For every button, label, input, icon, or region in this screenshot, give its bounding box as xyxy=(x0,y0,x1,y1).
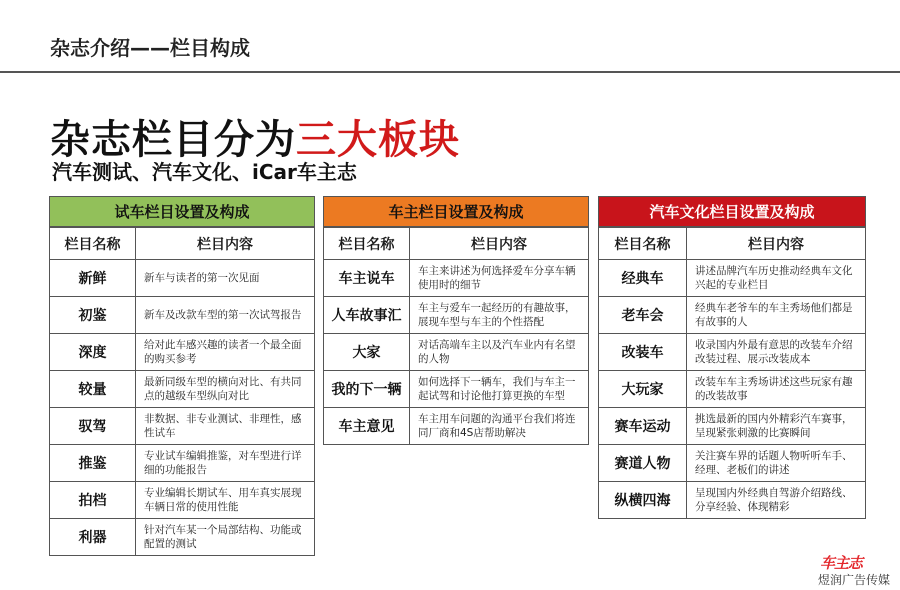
column-content-cell: 讲述品牌汽车历史推动经典车文化兴起的专业栏目 xyxy=(687,260,866,297)
test-table-title: 试车栏目设置及构成 xyxy=(49,196,315,227)
table-row xyxy=(599,260,866,297)
table-row xyxy=(324,297,589,334)
main-title-highlight: 三大板块 xyxy=(296,117,460,163)
column-name-cell: 利器 xyxy=(50,519,136,556)
test-table-header-row xyxy=(50,228,315,260)
owner-table-grid xyxy=(323,227,589,445)
table-row xyxy=(50,334,315,371)
test-table-grid xyxy=(49,227,315,556)
column-header-name: 栏目名称 xyxy=(324,228,410,260)
table-row xyxy=(599,408,866,445)
column-content-cell: 对话高端车主以及汽车业内有名望的人物 xyxy=(410,334,589,371)
table-row xyxy=(599,482,866,519)
column-content-cell: 给对此车感兴趣的读者一个最全面的购买参考 xyxy=(136,334,315,371)
column-name-cell: 驭驾 xyxy=(50,408,136,445)
page-header-title: 杂志介绍——栏目构成 xyxy=(50,36,250,60)
column-content-cell: 挑选最新的国内外精彩汽车赛事，呈现紧张刺激的比赛瞬间 xyxy=(687,408,866,445)
column-name-cell: 经典车 xyxy=(599,260,687,297)
table-row xyxy=(599,334,866,371)
column-content-cell: 经典车老爷车的车主秀场他们都是有故事的人 xyxy=(687,297,866,334)
table-row xyxy=(324,408,589,445)
table-row xyxy=(50,297,315,334)
table-row xyxy=(324,371,589,408)
column-name-cell: 大家 xyxy=(324,334,410,371)
culture-table-header-row xyxy=(599,228,866,260)
column-name-cell: 赛道人物 xyxy=(599,445,687,482)
owner-columns-table xyxy=(323,196,589,445)
test-columns-table xyxy=(49,196,315,556)
column-content-cell: 关注赛车界的话题人物听听车手、经理、老板们的讲述 xyxy=(687,445,866,482)
table-row xyxy=(50,519,315,556)
column-name-cell: 赛车运动 xyxy=(599,408,687,445)
table-row xyxy=(599,371,866,408)
column-header-name: 栏目名称 xyxy=(599,228,687,260)
table-row xyxy=(599,297,866,334)
column-content-cell: 车主来讲述为何选择爱车分享车辆使用时的细节 xyxy=(410,260,589,297)
column-content-cell: 车主用车问题的沟通平台我们将连同厂商和4S店帮助解决 xyxy=(410,408,589,445)
column-content-cell: 呈现国内外经典自驾游介绍路线、分享经验、体现精彩 xyxy=(687,482,866,519)
column-name-cell: 较量 xyxy=(50,371,136,408)
column-content-cell: 针对汽车某一个局部结构、功能或配置的测试 xyxy=(136,519,315,556)
column-name-cell: 老车会 xyxy=(599,297,687,334)
header-divider xyxy=(0,71,900,73)
table-row xyxy=(50,408,315,445)
column-content-cell: 专业编辑长期试车、用车真实展现车辆日常的使用性能 xyxy=(136,482,315,519)
table-row xyxy=(50,260,315,297)
sub-title: 汽车测试、汽车文化、iCar车主志 xyxy=(52,160,357,184)
column-name-cell: 新鲜 xyxy=(50,260,136,297)
column-name-cell: 我的下一辆 xyxy=(324,371,410,408)
table-row xyxy=(50,445,315,482)
culture-table-title: 汽车文化栏目设置及构成 xyxy=(598,196,866,227)
culture-table-grid xyxy=(598,227,866,519)
owner-table-title: 车主栏目设置及构成 xyxy=(323,196,589,227)
column-name-cell: 车主意见 xyxy=(324,408,410,445)
column-name-cell: 深度 xyxy=(50,334,136,371)
column-name-cell: 改装车 xyxy=(599,334,687,371)
column-header-content: 栏目内容 xyxy=(687,228,866,260)
column-content-cell: 新车与读者的第一次见面 xyxy=(136,260,315,297)
culture-columns-table xyxy=(598,196,866,519)
owner-table-header-row xyxy=(324,228,589,260)
column-content-cell: 非数据、非专业测试、非理性，感性试车 xyxy=(136,408,315,445)
column-header-name: 栏目名称 xyxy=(50,228,136,260)
column-name-cell: 拍档 xyxy=(50,482,136,519)
main-title-prefix: 杂志栏目分为 xyxy=(50,117,296,163)
table-row xyxy=(599,445,866,482)
column-name-cell: 推鉴 xyxy=(50,445,136,482)
column-content-cell: 新车及改款车型的第一次试驾报告 xyxy=(136,297,315,334)
column-name-cell: 纵横四海 xyxy=(599,482,687,519)
column-name-cell: 初鉴 xyxy=(50,297,136,334)
column-content-cell: 最新同级车型的横向对比、有共同点的越级车型纵向对比 xyxy=(136,371,315,408)
table-row xyxy=(324,334,589,371)
table-row xyxy=(50,482,315,519)
column-name-cell: 车主说车 xyxy=(324,260,410,297)
column-content-cell: 收录国内外最有意思的改装车介绍改装过程、展示改装成本 xyxy=(687,334,866,371)
column-header-content: 栏目内容 xyxy=(136,228,315,260)
table-row xyxy=(50,371,315,408)
column-content-cell: 专业试车编辑推鉴，对车型进行详细的功能报告 xyxy=(136,445,315,482)
watermark-text: 煜润广告传媒 xyxy=(818,573,891,587)
column-header-content: 栏目内容 xyxy=(410,228,589,260)
column-content-cell: 车主与爱车一起经历的有趣故事，展现车型与车主的个性搭配 xyxy=(410,297,589,334)
column-content-cell: 如何选择下一辆车，我们与车主一起试驾和讨论他打算更换的车型 xyxy=(410,371,589,408)
column-content-cell: 改装车车主秀场讲述这些玩家有趣的改装故事 xyxy=(687,371,866,408)
column-name-cell: 大玩家 xyxy=(599,371,687,408)
table-row xyxy=(324,260,589,297)
brand-logo: 车主志 xyxy=(820,554,863,572)
column-name-cell: 人车故事汇 xyxy=(324,297,410,334)
